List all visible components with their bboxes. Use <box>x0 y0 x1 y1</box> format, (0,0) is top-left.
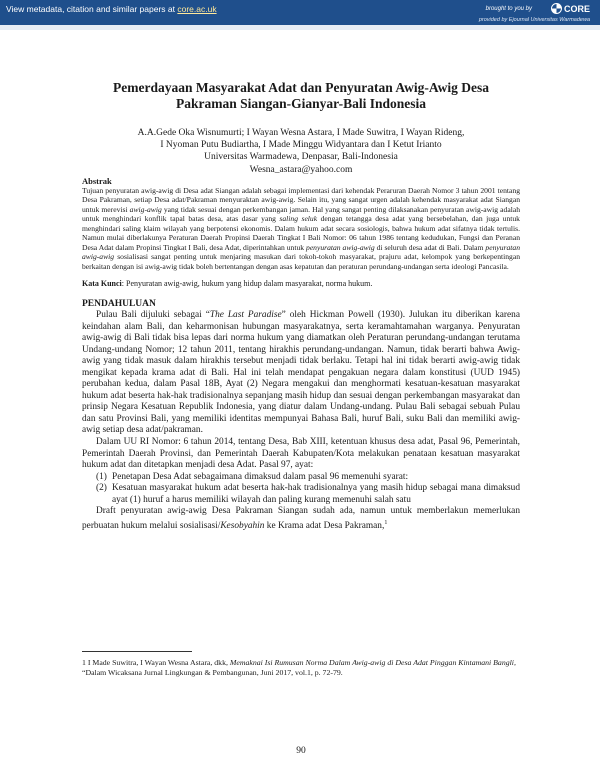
keywords-label: Kata Kunci <box>82 279 122 288</box>
page-number: 90 <box>296 746 306 756</box>
paragraph-3: Draft penyuratan awig-awig Desa Pakraman Siangan sudah ada, namun untuk memberlakun memerlukan perbuatan hukum melalui sosialisasi/Kesobyahin ke Krama adat Desa Pakraman,$^1$ <box>82 506 520 531</box>
core-logo[interactable] <box>551 3 590 14</box>
list-item: (2) Kesatuan masyarakat hukum adat beserta hak-hak tradisionalnya yang masih hidup sebagai mana dimaksud ayat (1) huruf a harus memiliki wilayah dan paling kurang memenuhi salah satu <box>96 483 520 505</box>
footnote-divider <box>82 651 192 652</box>
footnote-ref[interactable]: 1 <box>384 519 388 526</box>
paragraph-1: Pulau Bali dijuluki sebagai “The Last Paradise” oleh Hickman Powell (1930). Julukan itu diberikan karena keindahan alam Bali, dan keharmonisan hubungan masyarakatnya, serta keramahtamahan warganya. Penyuratan awig-awig di Bali tidak bisa lepas dari norma hukum yang diamatkan oleh Peraturan perundang-undangan terutama Undang-undang Nomor; 12 tahun 2011, tentang hirakhis perundang-undangan. Namun, tidak berarti bahwa Awig-awig yang tidak masuk dalam hirakhis tersebut menjadi tidak berlaku. Tetapi hal ini tidak berarti awig-awig tidak mengikat kepada krama adat di Bali. Hal ini telah mendapat pengakuan negara dalam konstitusi (UUD 1945) perubahan kedua, dalam Pasal 18B, Ayat (2) Negara mengakui dan menghormati kesatuan-kesatuan masyarakat hukum adat beserta hak-hak tradisionalnya sepanjang masih hidup dan sesuai dengan perkembangan masyarakat dan prinsip Negara Kesatuan Republik Indonesia, yang diatur dalam Undang-undang. Pulau Bali sebagai sebuah Pulau dan satu Provinsi Bali, yang memiliki identitas mempunyai Bahasa Bali, huruf Bali, suku Bali dan memiliki awig-awig setiap desa adat/pakraman. <box>82 310 520 436</box>
author-email: Wesna_astara@yahoo.com <box>249 164 353 175</box>
authors-line-1: A.A.Gede Oka Wisnumurti; I Wayan Wesna Astara, I Made Suwitra, I Wayan Rideng, <box>137 128 465 138</box>
affiliation: Universitas Warmadewa, Denpasar, Bali-Indonesia <box>204 152 398 163</box>
footnote: 1 I Made Suwitra, I Wayan Wesna Astara, dkk, Memaknai Isi Rumusan Norma Dalam Awig-awig di Desa Adat Pinggan Kintamani Bangli, “Dalam Wicaksana Jurnal Lingkungan & Pembangunan, Juni 2017, vol.1, p. 72-79. <box>82 658 516 677</box>
core-logo-icon <box>551 3 562 14</box>
provided-by-text: provided by Ejournal Universitas Warmadewa <box>478 17 590 23</box>
article-list <box>82 472 520 507</box>
paper-title: Pemerdayaan Masyarakat Adat dan Penyuratan Awig-Awig Desa Pakraman Siangan-Gianyar-Bali Indonesia <box>113 80 489 111</box>
brought-by-text: brought to you by <box>485 6 532 12</box>
abstract-text: Tujuan penyuratan awig-awig di Desa adat Siangan adalah sebagai implementasi dari kehendak Peraruran Daerah Nomor 3 tahun 2001 tentang Desa Pakraman, setiap Desa adat/Pakraman menyuraktan awig-awig. Selain itu, yang sangat urgen adalah kehendak masyarakat adat Siangan untuk merevisi awig-awig yang tidak sesuai dengan perkembangan jaman. Hal yang sangat penting dilaksanakan penyuratan awig-awig adalah untuk menghindari konflik tapal batas desa, atas dasar yang saling seluk dengan tetangga desa adat yang bersebelahan, dan juga untuk menghindari saling klaim wilayah yang berpotensi ekonomis. Dalam hukum adat secara sosiologis, bahwa hukum adat sifatnya tidak tertulis. Namun mulai diberlakunya Peraturan Daerah Propinsi Daerah Tingkat I Bali Nomor: 06 tahun 1986 tentang kedudukan, Fungsi dan Peranan Desa Adat dalam Propinsi Tingkat I Bali, desa Adat, diperintahkan untuk penyuratan awig-awig di seluruh desa adat di Bali. Dalam penyuratan awig-awig sosialisasi sangat penting untuk menjaring masukan dari tokoh-tokoh masyarakat, prajuru adat, kelompok yang berkepentingan berkaitan dengan isi awig-awig tidak boleh bertentangan dengan asas kepatutan dan peraturan perundang-undangan serta ideologi Pancasila. <box>82 186 521 271</box>
paragraph-2: Dalam UU RI Nomor: 6 tahun 2014, tentang Desa, Bab XIII, ketentuan khusus desa adat, Pasal 96, Pemerintah, Pemerintah Daerah Provinsi, dan Pemerintah Daerah Kabupaten/Kota melakukan penataan kesatuan masyarakat hukum adat dan ditetapkan menjadi desa Adat. Pasal 97, ayat: <box>82 437 520 471</box>
abstract-heading: Abstrak <box>82 176 112 186</box>
metadata-text: View metadata, citation and similar papers at <box>6 4 178 14</box>
section-heading: PENDAHULUAN <box>82 299 156 309</box>
author-block <box>82 127 520 176</box>
metadata-notice <box>6 4 217 14</box>
core-logo-label: CORE <box>563 3 590 14</box>
list-item: (1) Penetapan Desa Adat sebagaimana dimaksud dalam pasal 96 memenuhi syarat: <box>96 471 409 482</box>
authors-line-2: I Nyoman Putu Budiartha, I Made Minggu Widyantara dan I Ketut Irianto <box>160 140 442 151</box>
core-link[interactable]: core.ac.uk <box>177 4 217 14</box>
body-text <box>82 310 520 533</box>
keywords-text: : Penyuratan awig-awig, hukum yang hidup dalam masyarakat, norma hukum. <box>121 279 373 288</box>
keywords <box>82 279 520 289</box>
provider-strip <box>0 25 600 30</box>
